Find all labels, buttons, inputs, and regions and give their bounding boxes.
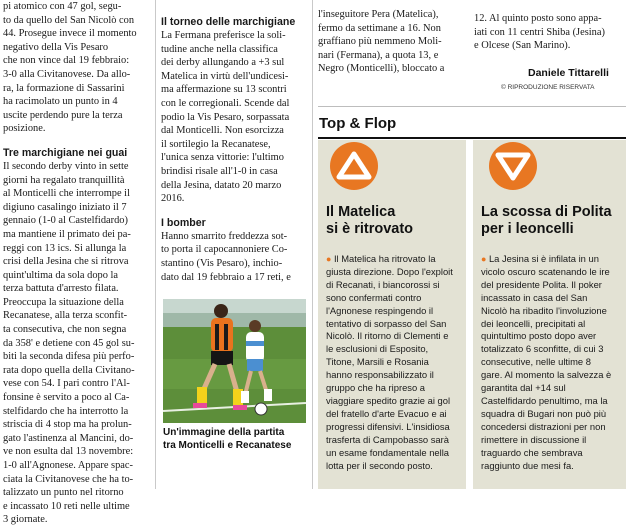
text-line: gato l'astinenza al Mancini, do- [3,432,134,444]
match-photo-illustration [163,299,306,423]
col1-body [3,160,150,527]
text-line: Preoccupa la situazione della [3,296,124,308]
text-line: ta consecutiva, che non segna [3,324,127,336]
caption-line: Un'immagine della partita [163,427,285,438]
text-line: le esclusioni di Esposito, [326,343,429,355]
text-line: ma affermazione su 13 scontri [161,84,287,96]
text-line: 3 giornate. [3,514,48,526]
bullet-icon: ● [326,254,334,264]
flop-box-text [481,253,620,472]
text-line: e Olcese (San Marino). [474,40,571,52]
text-line: viaggiare spedito grazie ai gol [326,394,451,406]
column-divider [155,0,156,489]
text-line: ra, la formazione di Sassarini [3,82,125,94]
text-line: da 358' e detiene con 45 gol su- [3,337,135,349]
text-line: 3-0 alla Civitanovese. Da allo- [3,68,131,80]
col2-derby-text [161,29,308,206]
top-box [318,140,466,489]
text-line: e incassato 10 reti nelle ultime [3,500,130,512]
text-line: dei derby allungando a +3 sul [161,57,285,69]
text-line: rimettere in discussione il [481,433,587,445]
text-line: Nicolò ha ribadito l'involuzione [481,304,607,316]
text-line: striscia di 4 stop ma ha prolun- [3,419,132,431]
copyright-notice: © RIPRODUZIONE RISERVATA [501,84,595,91]
text-line: progressi difensivi. L'insidiosa [326,420,450,432]
text-line: l'inseguitore Pera (Matelica), [318,9,439,20]
triangle-down-icon [489,142,537,190]
article-column-3 [318,0,464,76]
article-column-1 [3,0,150,527]
text-line: con le corregionali. Scende dal [161,97,290,109]
text-line: traguardo che sembrava [481,446,583,458]
text-line: lotta per il secondo posto. [326,459,433,471]
text-line: fonsine è servito a poco al Ca- [3,392,130,404]
text-line: tentativo di sorpasso del San [326,317,447,329]
text-line: un esame fondamentale nella [326,446,450,458]
text-line: Hanno smarrito freddezza sot- [161,230,288,242]
text-line: squadra di Bugari non può più [481,407,607,419]
text-line: Titone, Marsili e Rosania [326,356,429,368]
top-box-text [326,253,460,472]
section-heading: Tre marchigiane nei guai [3,146,128,159]
section-heading: Il torneo delle marchigiane [161,16,296,28]
article-column-4 [474,0,622,53]
section-heading: I bomber [161,216,206,229]
topflop-rule [318,137,626,139]
text-line: Matelica in virtù dell'undicesi- [161,70,289,82]
text-line: nari (Fermana), a quota 13, e [318,49,439,61]
text-line: gare. Al momento la salvezza è [481,369,612,381]
text-line: brindisi risale all'1-0 in casa [161,165,278,177]
flop-box [473,140,626,489]
text-line: Il Matelica ha ritrovato la [333,253,436,264]
topflop-title: Top & Flop [319,115,397,132]
text-line: del fratello d'arte Evacuo e ai [326,407,447,419]
text-line: stantino (Vis Pesaro), inchio- [161,257,283,269]
text-line: della Jesina, datato 20 marzo [161,179,282,191]
text-line: giusta direzione. Dopo l'exploit [326,265,453,277]
text-line: Il secondo derby vinto in sette [3,160,129,172]
text-line: concedersi distrazioni per non [481,420,606,432]
text-line: gennaio (1-0 al Castelfidardo) [3,215,128,227]
text-line: vicolo oscuro scatenando le ire [481,265,610,277]
text-line: dei leoncelli, precipitati al [481,317,586,329]
text-line: che non vince dal 19 febbraio: [3,55,130,67]
text-line: Recanatese, alla terza sconfit- [3,310,128,322]
text-line: dato dal 19 febbraio a 17 reti, e [161,271,291,283]
text-line: garantita dal +14 sul [481,382,566,394]
triangle-up-icon [330,142,378,190]
text-line: quintultimo posto dopo aver [481,330,597,342]
text-line: totalizzato 6 sconfitte, di cui 3 [481,343,604,355]
text-line: l'unica senza vittorie: l'ultimo [161,152,284,164]
photo-caption [163,427,313,452]
text-line: il sortilegio la Recanatese, [161,138,271,150]
author-signature: Daniele Tittarelli [528,67,609,79]
text-line: trasferta di Campobasso sarà [326,433,449,445]
title-line: Il Matelica [326,204,396,220]
title-line: si è ritrovato [326,221,414,237]
text-line: giorni ha regalato tranquillità [3,174,125,186]
text-line: to da quello del San Nicolò con [3,14,135,26]
text-line: del presidente Polita. Il poker [481,278,602,290]
text-line: rata dopo quella della Civitano- [3,364,135,376]
text-line: uscite perdendo pure la terza [3,109,123,121]
text-line: crisi della Jesina che si ritrova [3,256,129,268]
text-line: pi atomico con 47 gol, segu- [3,1,122,12]
col2-bomber-text [161,230,308,284]
text-line: Castelfidardo penultimo, ma la [481,394,608,406]
column-divider [312,0,313,489]
top-badge [330,142,378,190]
text-line: ma mantiene il primato dei pa- [3,228,131,240]
article-column-2 [161,0,308,284]
text-line: La Fermana preferisce la soli- [161,30,286,41]
text-line: negativo della Vis Pesaro [3,41,109,53]
text-line: graffiano più nemmeno Moli- [318,36,442,48]
text-line: terza battuta d'arresto filata. [3,283,119,295]
text-line: 2016. [161,193,185,205]
text-line: 12. Al quinto posto sono appa- [474,13,602,24]
title-line: per i leoncelli [481,221,574,237]
text-line: ha racimolato un punto in 4 [3,96,118,108]
text-line: reggi con 13 ics. Si allunga la [3,242,127,254]
text-line: dal Monticelli. Non esorcizza [161,125,284,137]
flop-box-title [481,204,612,238]
text-line: 1-0 all'Agnonese. Appare spac- [3,460,133,471]
section-rule [318,106,626,107]
text-line: consecutive, nelle ultime 8 [481,356,591,368]
text-line: incassato in casa del San [481,291,588,303]
top-box-title [326,204,413,238]
text-line: gruppo che ha ripreso a [326,382,426,394]
text-line: quint'ultima da sola dopo la [3,269,118,281]
text-line: digiuno casalingo iniziato il 7 [3,201,127,213]
match-photo [163,299,306,423]
title-line: La scossa di Polita [481,204,612,220]
flop-badge [489,142,537,190]
text-line: fermo da settimane a 16. Non [318,22,441,34]
text-line: tudine anche nella classifica [161,43,278,55]
text-line: Negro (Monticelli), bloccato a [318,63,445,75]
text-line: di Recanati, i biancorossi si [326,278,440,290]
text-line: l'Agnonese respingendo il [326,304,434,316]
text-line: posizione. [3,123,46,135]
text-line: ciata la Civitanovese che ha to- [3,473,134,485]
text-line: al Monticelli che interrompe il [3,188,130,200]
text-line: hanno responsabilizzato il [326,369,434,381]
text-line: 44. Prosegue invece il momento [3,28,137,40]
text-line: Nicolò. Il ritorno di Clementi e [326,330,449,342]
text-line: raggiunto due mesi fa. [481,459,574,471]
caption-line: tra Monticelli e Recanatese [163,439,292,451]
bullet-icon: ● [481,254,489,264]
text-line: sono confermati contro [326,291,422,303]
text-line: La Jesina si è infilata in un [488,253,599,264]
text-line: stelfidardo che ha interrotto la [3,405,129,417]
text-line: to porta il capocannoniere Co- [161,244,288,256]
text-line: talizzato un punto nel ritorno [3,487,124,499]
text-line: biti la seconda difesa più perfo- [3,351,135,363]
text-line: podio la Vis Pesaro, sorpassata [161,111,290,123]
col1-intro [3,0,150,136]
text-line: vese con 54. I pari contro l'Al- [3,378,130,390]
text-line: iati con 11 centri Shiba (Jesina) [474,26,605,38]
text-line: ve non esulta dal 13 novembre: [3,446,134,458]
